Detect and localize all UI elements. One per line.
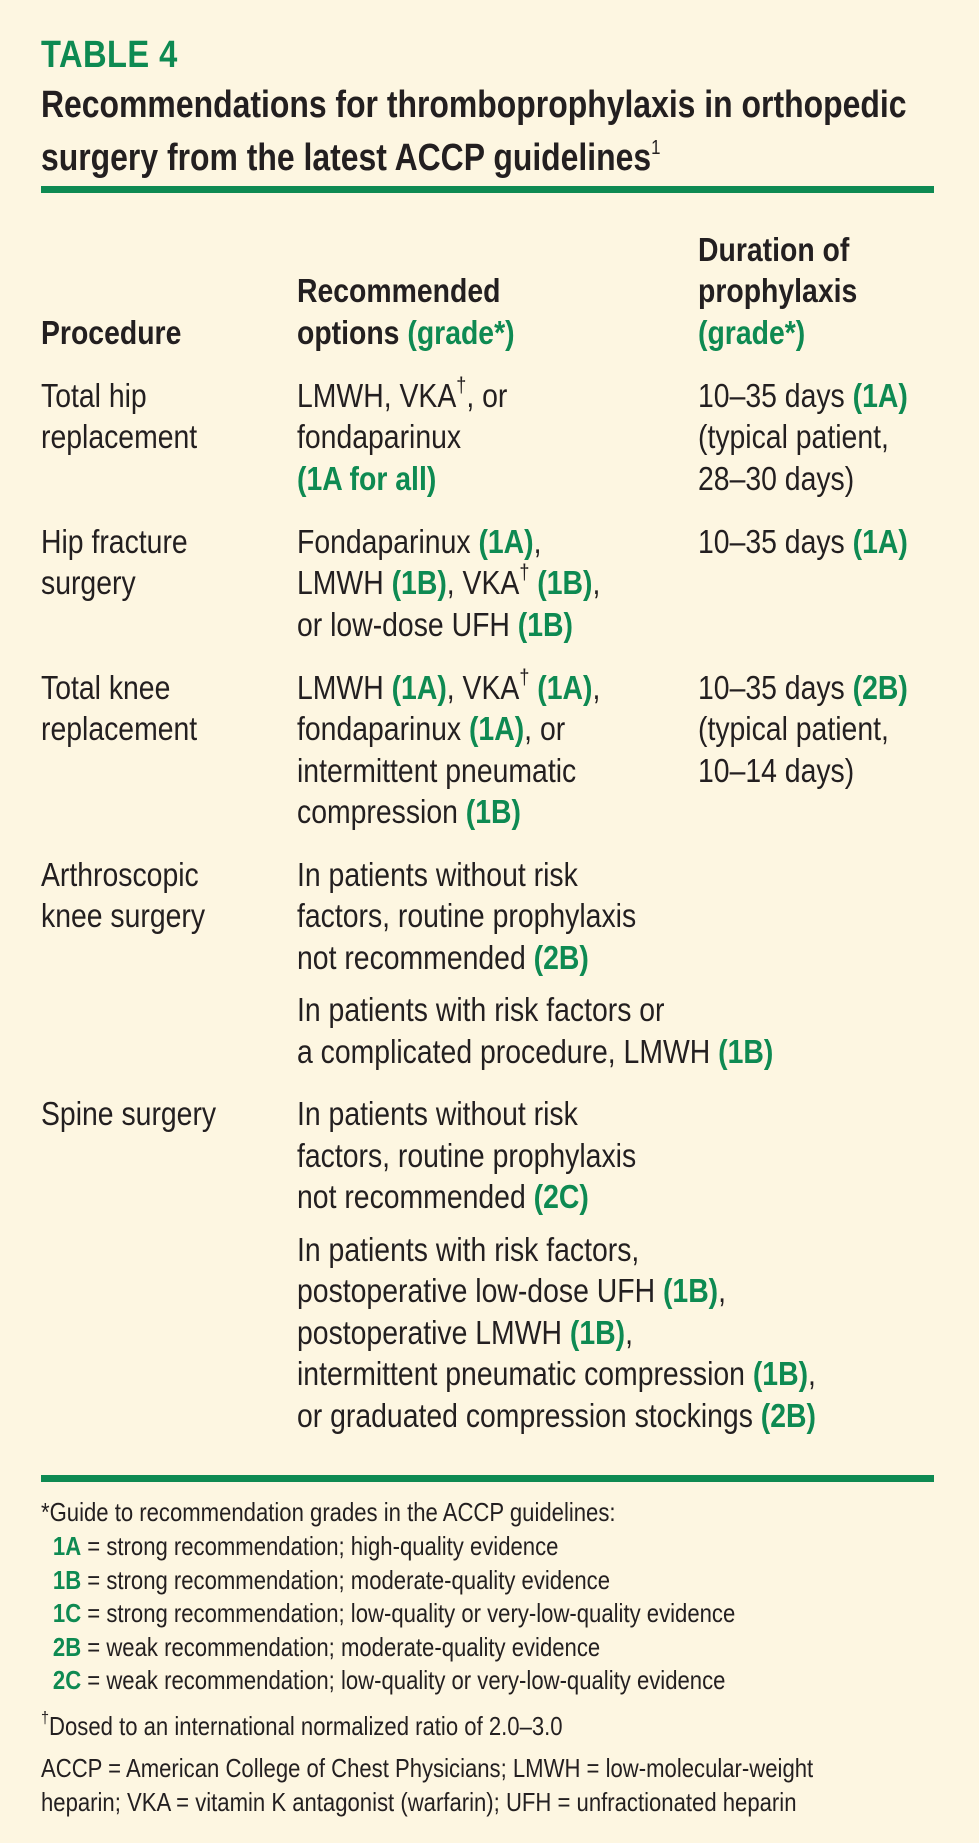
dagger-footnote: †Dosed to an international normalized ratio of 2.0–3.0 xyxy=(41,1708,563,1741)
options-cell: Fondaparinux (1A), xyxy=(297,523,542,560)
grade-guide-list xyxy=(41,1530,735,1698)
grade-label: (1A) xyxy=(468,710,525,747)
options-cell: LMWH, VKA†, or xyxy=(297,374,508,414)
grade-guide-item: 2C = weak recommendation; low-quality or very-low-quality evidence xyxy=(52,1665,726,1695)
procedure-cell: Arthroscopic xyxy=(41,856,199,893)
duration-cell: 28–30 days) xyxy=(698,460,855,497)
grade-label: (2B) xyxy=(852,669,908,706)
bottom-rule xyxy=(41,1475,934,1482)
options-cell: or low-dose UFH (1B) xyxy=(297,606,573,643)
options-cell: not recommended (2C) xyxy=(297,1178,589,1215)
dagger-mark: † xyxy=(41,1708,50,1727)
procedure-cell: Spine surgery xyxy=(41,1095,217,1132)
procedure-cell: knee surgery xyxy=(41,897,206,934)
grade-label: (2B) xyxy=(533,939,589,976)
procedure-cell: Total hip xyxy=(41,377,147,414)
procedure-cell: Total knee xyxy=(41,669,171,706)
dagger-mark: † xyxy=(456,374,467,397)
options-cell: factors, routine prophylaxis xyxy=(297,1137,637,1174)
grade-guide-item: 2B = weak recommendation; moderate-quality evidence xyxy=(52,1631,601,1662)
options-cell: factors, routine prophylaxis xyxy=(297,897,637,934)
grade-label: (1B) xyxy=(391,564,447,601)
header-duration-line2: prophylaxis xyxy=(698,272,858,309)
grade-label: (1A) xyxy=(537,669,593,706)
options-cell: or graduated compression stockings (2B) xyxy=(297,1397,816,1434)
options-cell: compression (1B) xyxy=(297,793,521,830)
options-cell: not recommended (2B) xyxy=(297,939,589,976)
duration-cell: 10–14 days) xyxy=(698,752,855,789)
options-cell: a complicated procedure, LMWH (1B) xyxy=(297,1033,774,1070)
grade-guide-item: 1A = strong recommendation; high-quality evidence xyxy=(52,1531,559,1561)
grade-label: (1A) xyxy=(852,377,908,414)
dagger-mark: † xyxy=(519,561,530,584)
abbreviations-line2: heparin; VKA = vitamin K antagonist (warfarin); UFH = unfractionated heparin xyxy=(41,1787,797,1817)
procedure-cell: replacement xyxy=(41,418,198,455)
options-cell: In patients with risk factors, xyxy=(297,1231,640,1268)
grade-label: (1B) xyxy=(718,1033,774,1070)
options-cell: fondaparinux xyxy=(297,418,462,455)
options-cell: intermittent pneumatic compression (1B), xyxy=(297,1355,816,1392)
grade-label: (1A) xyxy=(391,669,447,706)
grade-guide-item: 1B = strong recommendation; moderate-quality evidence xyxy=(52,1564,611,1595)
header-options-line1: Recommended xyxy=(297,272,501,309)
options-cell: In patients with risk factors or xyxy=(297,991,665,1028)
duration-cell: 10–35 days (2B) xyxy=(698,669,908,706)
options-cell: postoperative low-dose UFH (1B), xyxy=(297,1272,727,1309)
dagger-mark: † xyxy=(519,666,530,689)
duration-cell: (typical patient, xyxy=(698,418,889,455)
procedure-cell: replacement xyxy=(41,710,198,747)
table-label: TABLE 4 xyxy=(41,34,178,76)
options-cell: LMWH (1B), VKA† (1B), xyxy=(297,561,601,601)
grade-label: (1B) xyxy=(537,564,593,601)
header-duration-line1: Duration of xyxy=(698,231,850,268)
header-options-line2: options (grade*) xyxy=(297,314,515,351)
grade-label: (1B) xyxy=(569,1314,626,1351)
options-cell: intermittent pneumatic xyxy=(297,752,577,789)
duration-cell: (typical patient, xyxy=(698,710,889,747)
title-reference: 1 xyxy=(651,137,661,159)
grade-guide-item: 1C = strong recommendation; low-quality or very-low-quality evidence xyxy=(52,1598,736,1628)
grade-label: (2B) xyxy=(760,1397,816,1434)
options-cell: In patients without risk xyxy=(297,856,578,893)
grade-label: (1B) xyxy=(465,793,521,830)
procedure-cell: Hip fracture xyxy=(41,523,188,560)
duration-cell: 10–35 days (1A) xyxy=(698,523,908,560)
table-title: Recommendations for thromboprophylaxis in orthopedic surgery from the latest ACCP guidelines$^1$ xyxy=(41,84,907,179)
options-cell: In patients without risk xyxy=(297,1095,578,1132)
grade-label: (1B) xyxy=(752,1355,809,1392)
grade-label: (1B) xyxy=(517,606,573,643)
header-options-grade: (grade*) xyxy=(407,314,515,351)
top-rule xyxy=(41,186,934,193)
abbreviations-line1: ACCP = American College of Chest Physicians; LMWH = low-molecular-weight xyxy=(41,1753,814,1783)
options-cell: LMWH (1A), VKA† (1A), xyxy=(297,666,601,706)
grade-label: (2C) xyxy=(533,1178,589,1215)
duration-cell: 10–35 days (1A) xyxy=(698,377,908,414)
grade-label: (1A) xyxy=(478,523,534,560)
procedure-cell: surgery xyxy=(41,564,136,601)
grade-label: (1B) xyxy=(662,1272,719,1309)
grade-guide-intro: *Guide to recommendation grades in the ACCP guidelines: xyxy=(41,1497,616,1527)
grade-label: (1A) xyxy=(852,523,908,560)
header-duration-grade: (grade*) xyxy=(698,314,806,351)
options-cell: postoperative LMWH (1B), xyxy=(297,1314,633,1351)
grade-label: (1A for all) xyxy=(297,460,437,497)
header-procedure: Procedure xyxy=(41,314,182,351)
options-cell: fondaparinux (1A), or xyxy=(297,710,566,747)
